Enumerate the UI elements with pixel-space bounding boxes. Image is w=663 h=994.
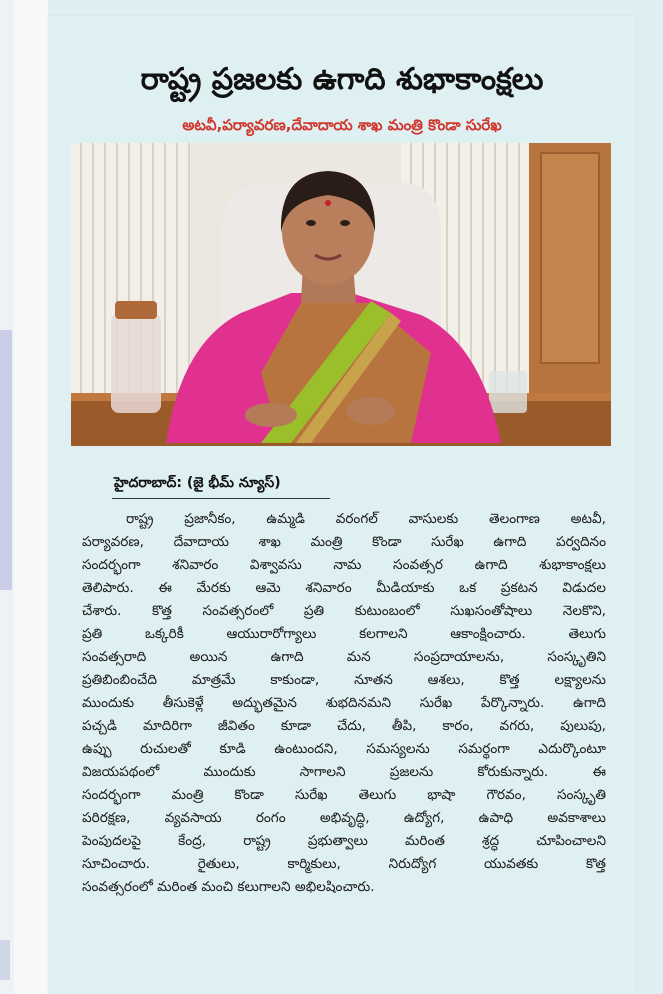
article-line: విజయపథంలో ముందుకు సాగాలని ప్రజలను కోరుకున్నారు. ఈ	[82, 764, 606, 780]
article-line: సూచించారు. రైతులు, కార్మికులు, నిరుద్యోగ యువతకు కొత్త	[82, 856, 606, 872]
article-line: పచ్చడి మాదిరిగా జీవితం కూడా చేదు, తీపి, కారం, వగరు, పులుపు,	[82, 718, 606, 734]
photo-illustration	[71, 143, 611, 446]
left-edge-strip-bottom	[0, 940, 10, 980]
article-line: పర్యావరణ, దేవాదాయ శాఖ మంత్రి కొండా సురేఖ ఉగాది పర్వదినం	[82, 534, 606, 550]
article-line: ఉప్పు రుచులతో కూడి ఉంటుందని, సమస్యలను సమర్థంగా ఎదుర్కొంటూ	[82, 741, 606, 757]
article-line: పెంపుదలపై కేంద్ర, రాష్ట్ర ప్రభుత్వాలు మరింత శ్రద్ధ చూపించాలని	[82, 833, 606, 849]
article-line: తెలిపారు. ఈ మేరకు ఆమె శనివారం మీడియాకు ఒక ప్రకటన విడుదల	[82, 580, 606, 596]
article-line: పరిరక్షణ, వ్యవసాయ రంగం అభివృద్ధి, ఉద్యోగ, ఉపాధి అవకాశాలు	[82, 810, 606, 826]
article-line: ప్రతిబింబించేది మాత్రమే కాకుండా, నూతన ఆశలు, కొత్త లక్ష్యాలను	[82, 672, 606, 688]
headline: రాష్ట్ర ప్రజలకు ఉగాది శుభాకాంక్షలు	[140, 62, 544, 97]
newspaper-clipping	[48, 16, 636, 994]
article-body	[82, 508, 606, 899]
dateline-divider	[112, 498, 330, 499]
article-line: ముందుకు తీసుకెళ్లే అద్భుతమైన శుభదినమని సురేఖ పేర్కొన్నారు. ఉగాది	[82, 695, 606, 711]
article-line: చేశారు. కొత్త సంవత్సరంలో ప్రతి కుటుంబంలో సుఖసంతోషాలు నెలకొని,	[82, 603, 606, 619]
article-line: సందర్భంగా శనివారం విశ్వావసు నామ సంవత్సర ఉగాది శుభాకాంక్షలు	[82, 557, 606, 573]
dateline: హైదరాబాద్: (జై భీమ్ న్యూస్)	[114, 475, 281, 491]
article-line: సంవత్సరంలో మరింత మంచి కలుగాలని అభిలషించారు.	[82, 879, 375, 895]
article-line: సందర్భంగా మంత్రి కొండా సురేఖ తెలుగు భాషా గౌరవం, సంస్కృతి	[82, 787, 606, 803]
subheadline: అటవీ,పర్యావరణ,దేవాదాయ శాఖ మంత్రి కొండా సురేఖ	[182, 116, 502, 134]
article-line: ప్రతి ఒక్కరికీ ఆయురారోగ్యాలు కలగాలని ఆకాంక్షించారు. తెలుగు	[82, 626, 606, 642]
left-edge-strip	[0, 330, 12, 590]
article-line: సంవత్సరాది అయిన ఉగాది మన సంప్రదాయాలను, సంస్కృతిని	[82, 649, 606, 665]
minister-photo	[71, 143, 611, 446]
article-line: రాష్ట్ర ప్రజానీకం, ఉమ్మడి వరంగల్ వాసులకు తెలంగాణ అటవీ,	[126, 511, 606, 527]
